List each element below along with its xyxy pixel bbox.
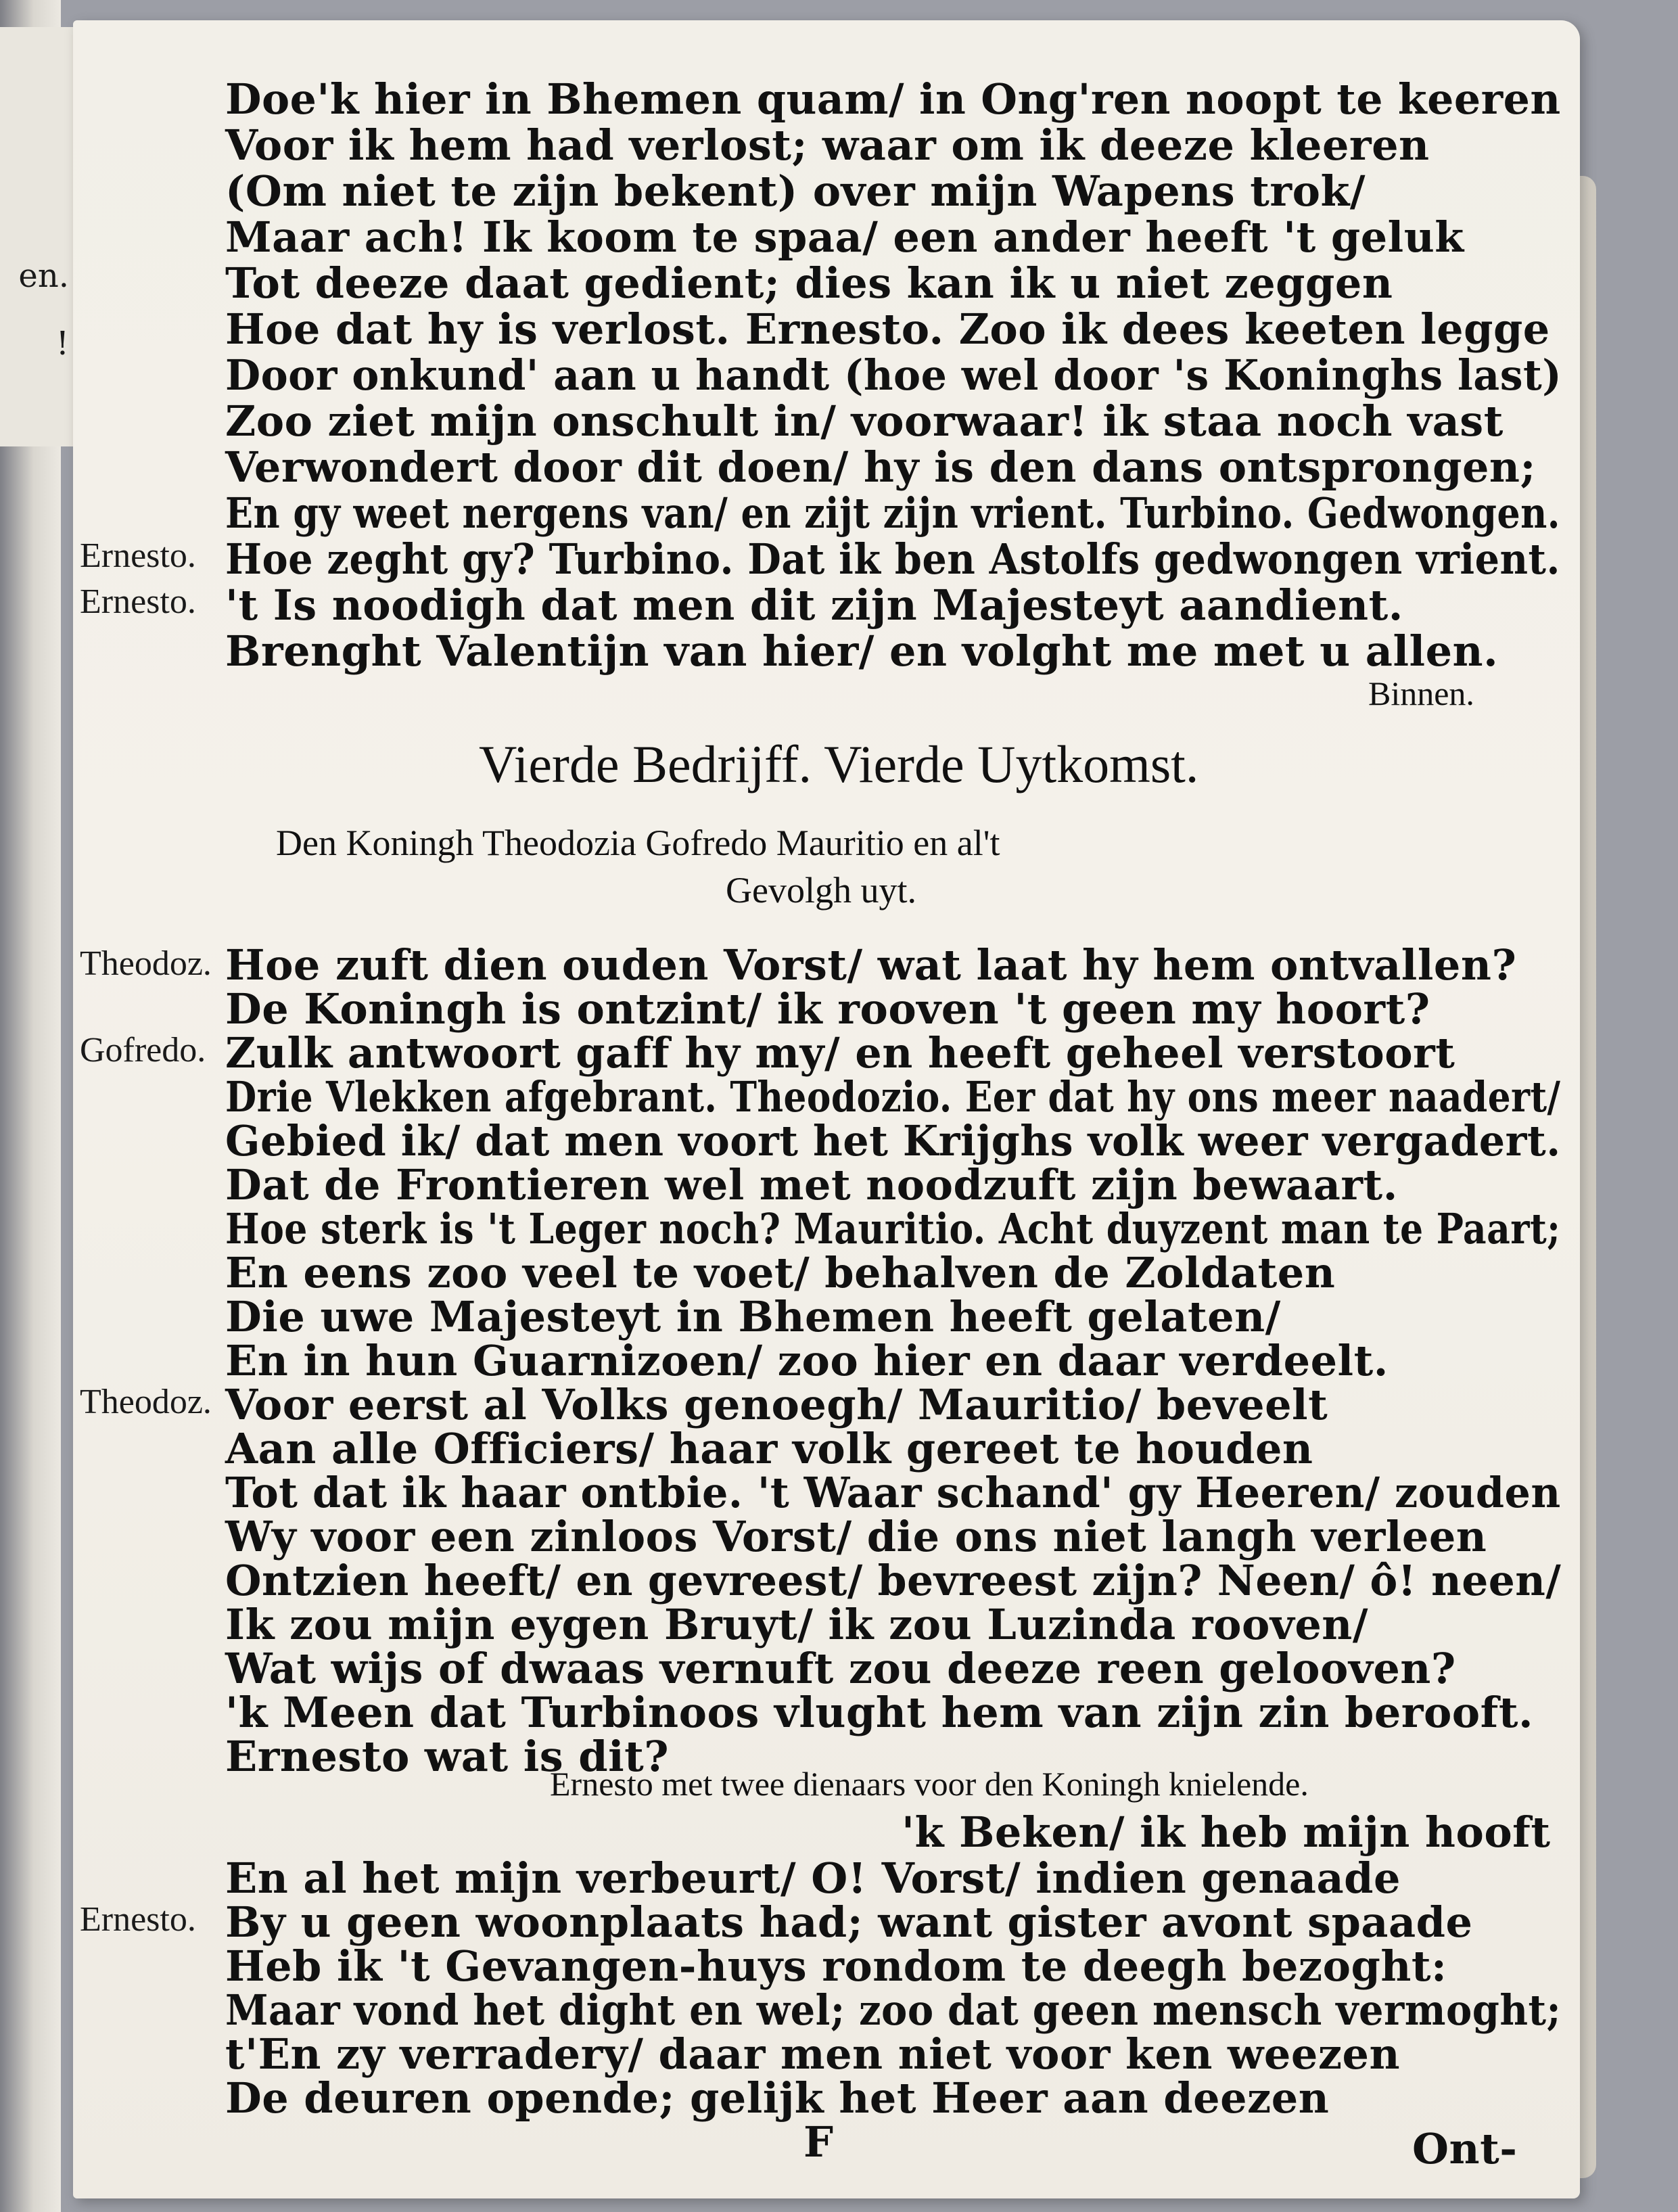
verse-line: De Koningh is ontzint/ ik rooven 't geen my hoort?: [225, 984, 1430, 1034]
signature-mark: F: [803, 2117, 834, 2167]
speaker-label: Gofredo.: [80, 1031, 206, 1069]
verse-line: Brenght Valentijn van hier/ en volght me met u allen.: [225, 626, 1499, 676]
stage-direction-binnen: Binnen.: [1368, 674, 1474, 712]
verse-line: Die uwe Majesteyt in Bhemen heeft gelaten/: [225, 1292, 1281, 1341]
verse-line: Tot deeze daat gedient; dies kan ik u niet zeggen: [225, 258, 1393, 308]
verse-line: Hoe zeght gy? Turbino. Dat ik ben Astolfs gedwongen vrient.: [225, 534, 1560, 584]
prev-page-fragment: !: [55, 325, 69, 363]
verse-line: Tot dat ik haar ontbie. 't Waar schand' gy Heeren/ zouden: [225, 1468, 1561, 1517]
stage-direction-knielende: Ernesto met twee dienaars voor den Koningh knielende.: [550, 1765, 1309, 1803]
verse-line: Doe'k hier in Bhemen quam/ in Ong'ren noopt te keeren: [225, 74, 1561, 124]
verse-line: 'k Meen dat Turbinoos vlught hem van zijn zin berooft.: [225, 1688, 1534, 1737]
book-page: [73, 20, 1580, 2198]
verse-line: Zoo ziet mijn onschult in/ voorwaar! ik staa noch vast: [225, 396, 1504, 446]
speaker-label: Ernesto.: [80, 1900, 196, 1939]
verse-line: Voor ik hem had verlost; waar om ik deeze kleeren: [225, 120, 1430, 170]
speaker-label: Ernesto.: [80, 536, 196, 575]
verse-line: Maar vond het dight en wel; zoo dat geen mensch vermoght;: [225, 1985, 1562, 2035]
verse-line: Aan alle Officiers/ haar volk gereet te houden: [225, 1424, 1313, 1473]
verse-line: En al het mijn verbeurt/ O! Vorst/ indien genaade: [225, 1853, 1401, 1903]
verse-line: Ernesto wat is dit?: [225, 1732, 670, 1781]
verse-line: Maar ach! Ik koom te spaa/ een ander heeft 't geluk: [225, 212, 1464, 262]
verse-line: By u geen woonplaats had; want gister avont spaade: [225, 1897, 1473, 1947]
verse-line: Hoe zuft dien ouden Vorst/ wat laat hy hem ontvallen?: [225, 940, 1517, 990]
verse-line: Wat wijs of dwaas vernuft zou deeze reen gelooven?: [225, 1644, 1456, 1693]
verse-line: (Om niet te zijn bekent) over mijn Wapens trok/: [225, 166, 1366, 216]
verse-line: Hoe sterk is 't Leger noch? Mauritio. Acht duyzent man te Paart;: [225, 1204, 1561, 1253]
verse-line: 't Is noodigh dat men dit zijn Majesteyt aandient.: [225, 580, 1403, 630]
verse-line: Zulk antwoort gaff hy my/ en heeft geheel verstoort: [225, 1028, 1455, 1078]
verse-line: En in hun Guarnizoen/ zoo hier en daar verdeelt.: [225, 1336, 1389, 1385]
entrance-direction: Gevolgh uyt.: [726, 870, 916, 911]
verse-line: Verwondert door dit doen/ hy is den dans ontsprongen;: [225, 442, 1536, 492]
verse-line: Heb ik 't Gevangen-huys rondom te deegh bezoght:: [225, 1941, 1447, 1991]
speaker-label: Theodoz.: [80, 1383, 212, 1421]
speaker-label: Theodoz.: [80, 944, 212, 983]
verse-line: t'En zy verradery/ daar men niet voor ken weezen: [225, 2029, 1401, 2079]
prev-page-fragment: en.: [18, 257, 69, 295]
verse-line: Door onkund' aan u handt (hoe wel door 's Koninghs last): [225, 350, 1562, 400]
verse-line: Hoe dat hy is verlost. Ernesto. Zoo ik dees keeten legge: [225, 304, 1550, 354]
verse-line: Gebied ik/ dat men voort het Krijghs volk weer vergadert.: [225, 1116, 1561, 1166]
entrance-direction: Den Koningh Theodozia Gofredo Mauritio en al't: [276, 823, 1000, 863]
verse-line: Ontzien heeft/ en gevreest/ bevreest zijn? Neen/ ô! neen/: [225, 1556, 1562, 1605]
verse-line: Voor eerst al Volks genoegh/ Mauritio/ beveelt: [225, 1380, 1328, 1429]
verse-line: En gy weet nergens van/ en zijt zijn vrient. Turbino. Gedwongen.: [225, 488, 1561, 538]
verse-line: 'k Beken/ ik heb mijn hooft: [902, 1807, 1551, 1857]
verse-line: De deuren opende; gelijk het Heer aan deezen: [225, 2073, 1330, 2123]
verse-line: Drie Vlekken afgebrant. Theodozio. Eer dat hy ons meer naadert/: [225, 1072, 1561, 1122]
verse-line: Dat de Frontieren wel met noodzuft zijn bewaart.: [225, 1160, 1398, 1209]
verse-line: En eens zoo veel te voet/ behalven de Zoldaten: [225, 1248, 1336, 1297]
act-heading: Vierde Bedrijff. Vierde Uytkomst.: [479, 735, 1199, 793]
verse-line: Ik zou mijn eygen Bruyt/ ik zou Luzinda rooven/: [225, 1600, 1368, 1649]
previous-page-edge: [0, 27, 76, 446]
verse-line: Wy voor een zinloos Vorst/ die ons niet langh verleen: [225, 1512, 1487, 1561]
speaker-label: Ernesto.: [80, 582, 196, 621]
catchword: Ont-: [1412, 2124, 1518, 2173]
